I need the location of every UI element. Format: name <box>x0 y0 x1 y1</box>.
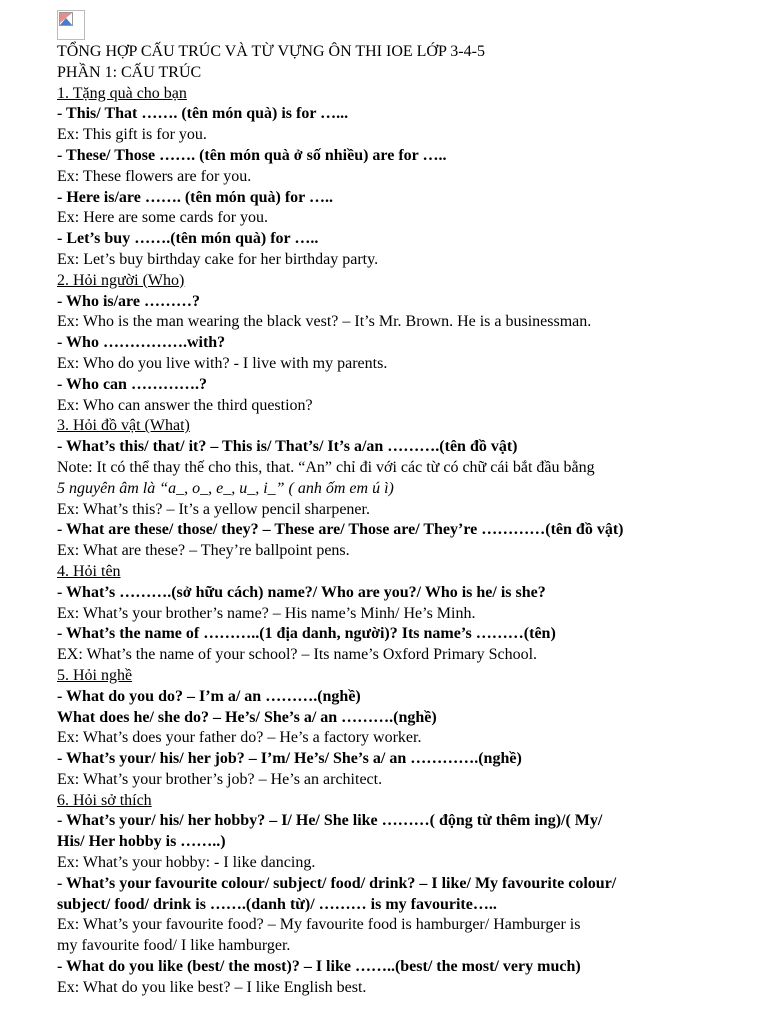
example-line: Ex: What’s does your father do? – He’s a factory worker. <box>57 729 422 747</box>
section-heading: 2. Hỏi người (Who) <box>57 271 185 289</box>
structure-line: - This/ That ……. (tên món quà) is for …... <box>57 105 349 123</box>
example-line: Ex: What are these? – They’re ballpoint pens. <box>57 542 350 560</box>
part-heading: PHẦN 1: CẤU TRÚC <box>57 63 202 81</box>
structure-line: - What’s the name of ………..(1 địa danh, người)? Its name’s ………(tên) <box>57 625 556 643</box>
document-body <box>57 84 757 999</box>
structure-line: - What’s your/ his/ her hobby? – I/ He/ She like ………( động từ thêm ing)/( My/ <box>57 812 603 830</box>
structure-line: - Who …………….with? <box>57 334 226 352</box>
example-line: Ex: What’s your hobby: - I like dancing. <box>57 854 316 872</box>
structure-line: - What do you like (best/ the most)? – I like ……..(best/ the most/ very much) <box>57 958 581 976</box>
structure-line: His/ Her hobby is ……..) <box>57 833 226 851</box>
example-line: Ex: Let’s buy birthday cake for her birthday party. <box>57 250 379 268</box>
structure-line: - What’s ……….(sở hữu cách) name?/ Who are you?/ Who is he/ is she? <box>57 583 546 601</box>
example-line: Ex: Who can answer the third question? <box>57 396 313 414</box>
section-heading: 6. Hỏi sở thích <box>57 791 152 809</box>
body-line: my favourite food/ I like hamburger. <box>57 937 291 955</box>
example-line: Ex: What’s your brother’s job? – He’s an architect. <box>57 770 383 788</box>
structure-line: - What do you do? – I’m a/ an ……….(nghề) <box>57 687 361 705</box>
example-line: Ex: What do you like best? – I like English best. <box>57 978 367 996</box>
structure-line: - Who is/are ………? <box>57 292 200 310</box>
structure-line: - Here is/are ……. (tên món quà) for ….. <box>57 188 333 206</box>
body-line: Note: It có thể thay thế cho this, that. “An” chỉ đi với các từ có chữ cái bắt đầu bằng <box>57 458 595 476</box>
example-line: Ex: What’s your favourite food? – My favourite food is hamburger/ Hamburger is <box>57 916 581 934</box>
example-line: Ex: Who is the man wearing the black vest? – It’s Mr. Brown. He is a businessman. <box>57 313 592 331</box>
structure-line: What does he/ she do? – He’s/ She’s a/ an ……….(nghề) <box>57 708 437 726</box>
example-line: EX: What’s the name of your school? – Its name’s Oxford Primary School. <box>57 646 538 664</box>
structure-line: subject/ food/ drink is …….(danh từ)/ ……… is my favourite….. <box>57 895 497 913</box>
section-heading: 5. Hỏi nghề <box>57 666 133 684</box>
broken-image-icon <box>57 10 85 40</box>
example-line: Ex: Here are some cards for you. <box>57 209 269 227</box>
example-line: Ex: What’s your brother’s name? – His name’s Minh/ He’s Minh. <box>57 604 476 622</box>
section-heading: 1. Tặng quà cho bạn <box>57 84 187 102</box>
example-line: Ex: What’s this? – It’s a yellow pencil sharpener. <box>57 500 370 518</box>
section-heading: 3. Hỏi đồ vật (What) <box>57 417 190 435</box>
example-line: Ex: These flowers are for you. <box>57 167 252 185</box>
example-line: Ex: Who do you live with? - I live with my parents. <box>57 354 388 372</box>
note-line: 5 nguyên âm là “a_, o_, e_, u_, i_” ( anh ốm em ú ì) <box>57 479 394 497</box>
structure-line: - These/ Those ……. (tên món quà ở số nhiều) are for ….. <box>57 146 447 164</box>
example-line: Ex: This gift is for you. <box>57 126 207 144</box>
structure-line: - What’s this/ that/ it? – This is/ That’s/ It’s a/an ……….(tên đồ vật) <box>57 438 518 456</box>
structure-line: - What are these/ those/ they? – These are/ Those are/ They’re …………(tên đồ vật) <box>57 521 624 539</box>
structure-line: - Who can ………….? <box>57 375 207 393</box>
structure-line: - Let’s buy …….(tên món quà) for ….. <box>57 230 319 248</box>
structure-line: - What’s your favourite colour/ subject/ food/ drink? – I like/ My favourite colour/ <box>57 874 617 892</box>
section-heading: 4. Hỏi tên <box>57 562 121 580</box>
document-title: TỔNG HỢP CẤU TRÚC VÀ TỪ VỰNG ÔN THI IOE LỚP 3-4-5 <box>57 43 485 60</box>
document-page <box>57 10 757 999</box>
structure-line: - What’s your/ his/ her job? – I’m/ He’s/ She’s a/ an ………….(nghề) <box>57 750 522 768</box>
